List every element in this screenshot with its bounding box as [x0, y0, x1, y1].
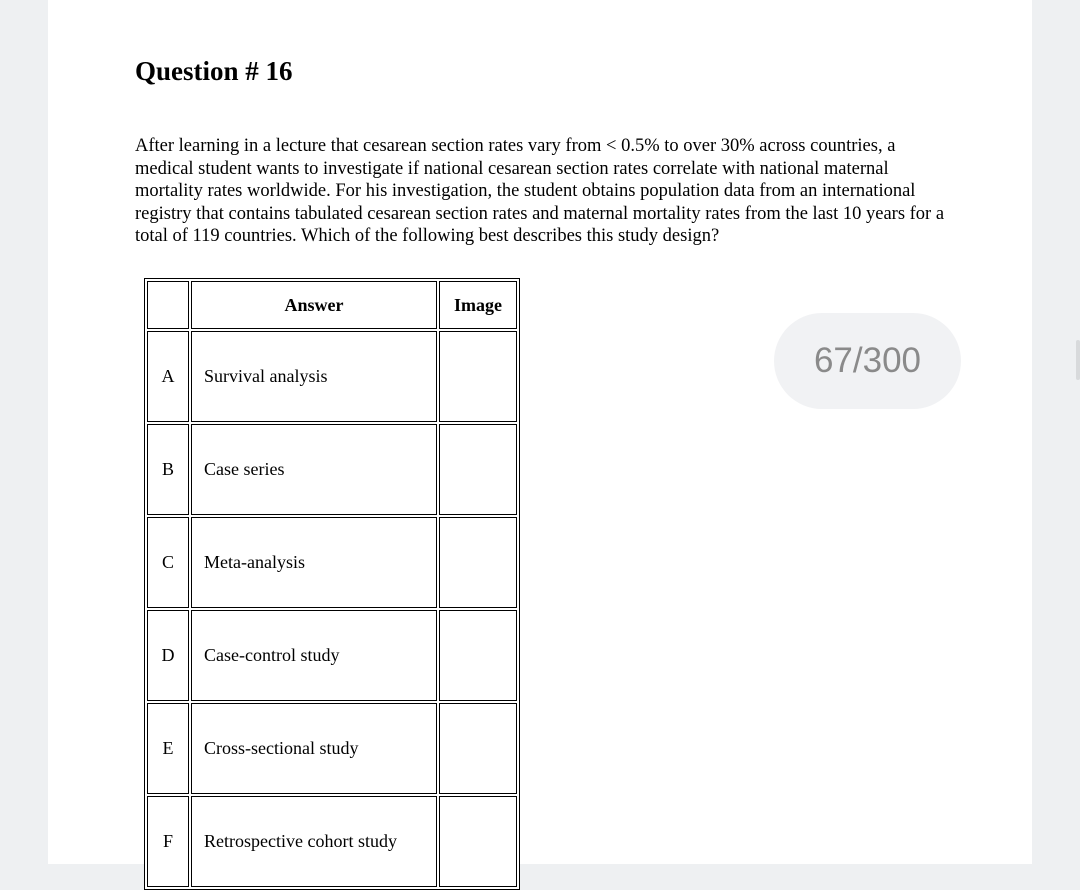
option-letter: D	[147, 610, 189, 701]
page-counter-badge: 67/300	[774, 313, 961, 409]
option-text: Retrospective cohort study	[191, 796, 437, 887]
header-answer: Answer	[191, 281, 437, 329]
answer-row-a[interactable]	[147, 331, 517, 422]
question-title: Question # 16	[135, 56, 293, 86]
option-letter: B	[147, 424, 189, 515]
option-image-cell	[439, 610, 517, 701]
option-image-cell	[439, 517, 517, 608]
option-letter: E	[147, 703, 189, 794]
answer-row-c[interactable]	[147, 517, 517, 608]
answer-row-f[interactable]	[147, 796, 517, 887]
header-letter	[147, 281, 189, 329]
table-header-row	[147, 281, 517, 329]
answer-row-d[interactable]	[147, 610, 517, 701]
option-text: Meta-analysis	[191, 517, 437, 608]
option-letter: C	[147, 517, 189, 608]
answer-row-e[interactable]	[147, 703, 517, 794]
option-letter: A	[147, 331, 189, 422]
header-image: Image	[439, 281, 517, 329]
answer-row-b[interactable]	[147, 424, 517, 515]
option-image-cell	[439, 796, 517, 887]
answer-table	[144, 278, 520, 890]
option-text: Case-control study	[191, 610, 437, 701]
question-text: After learning in a lecture that cesarean section rates vary from < 0.5% to over 30% across countries, a medical student wants to investigate if national cesarean section rates correlate with national maternal mortality rates worldwide. For his investigation, the student obtains population data from an international registry that contains tabulated cesarean section rates and maternal mortality rates from the last 10 years for a total of 119 countries. Which of the following best describes this study design?	[135, 136, 945, 246]
option-letter: F	[147, 796, 189, 887]
option-image-cell	[439, 703, 517, 794]
option-text: Survival analysis	[191, 331, 437, 422]
scroll-edge-indicator[interactable]	[1076, 340, 1080, 380]
option-image-cell	[439, 424, 517, 515]
option-image-cell	[439, 331, 517, 422]
option-text: Case series	[191, 424, 437, 515]
option-text: Cross-sectional study	[191, 703, 437, 794]
